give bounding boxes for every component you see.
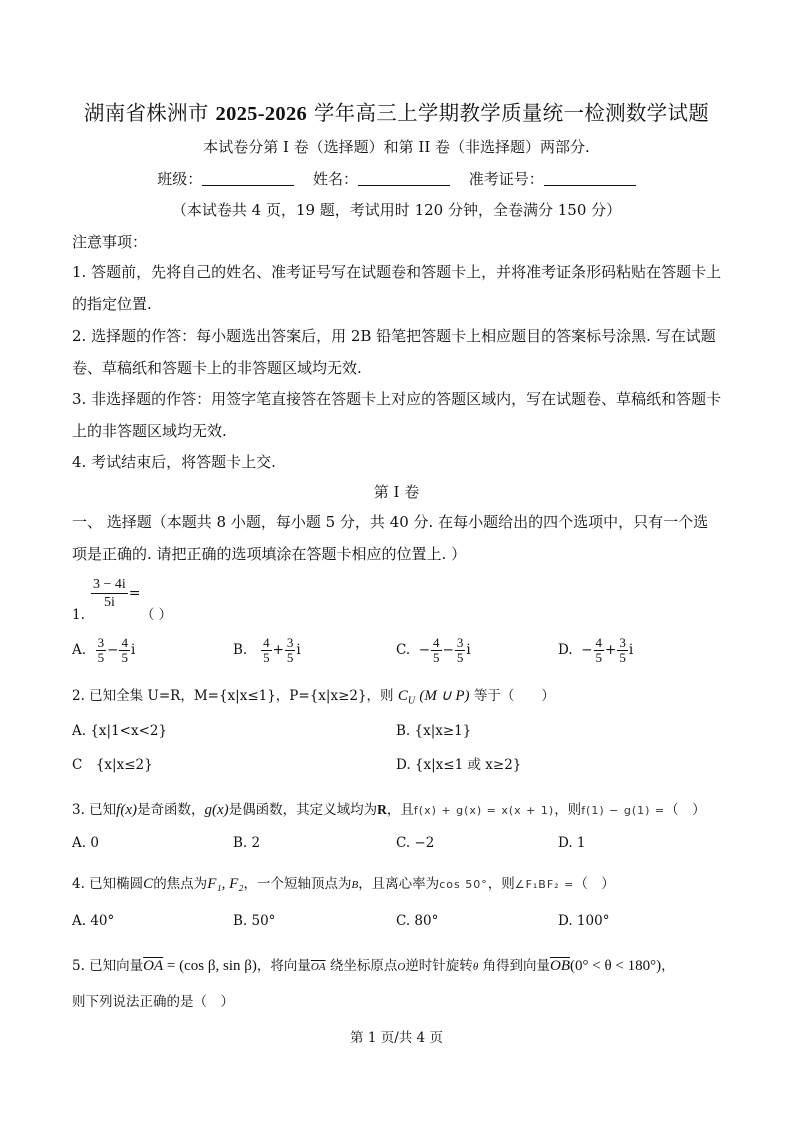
frac-den: 5 <box>456 650 464 665</box>
exam-intro: 本试卷分第 I 卷（选择题）和第 II 卷（非选择题）两部分. <box>203 138 590 156</box>
q4-pre: 4. 已知椭圆 <box>72 876 144 892</box>
frac-num: 3 <box>456 635 464 650</box>
q3-mid3: ，且 <box>386 802 414 818</box>
frac-den: 5 <box>433 650 440 665</box>
exam-no-label: 准考证号： <box>468 170 544 188</box>
q5-mid1: ，将向量 <box>256 958 311 974</box>
q4-answer-paren: （ ） <box>574 876 615 892</box>
option-letter: C. <box>396 642 411 658</box>
q2-stem <box>72 684 555 707</box>
q4-ask: ∠F₁BF₂ = <box>514 878 575 891</box>
q5-vector-ob: $\overline{OB}$ <box>550 958 571 974</box>
q3-pre: 3. 已知 <box>72 802 117 818</box>
q3-reals: R <box>377 802 387 817</box>
q3-option-a[interactable]: A. 0 <box>72 835 99 851</box>
frac-num: 4 <box>595 635 603 650</box>
frac-num: 4 <box>433 635 440 650</box>
imag-unit: i <box>466 642 471 658</box>
title-text-pre: 湖南省株洲市 <box>83 101 216 125</box>
q2-option-a[interactable]: A. {x|1<x<2} <box>72 723 168 739</box>
q4-mid3: ，且离心率为 <box>358 876 440 892</box>
name-blank[interactable] <box>358 171 450 186</box>
frac-den: 5 <box>121 650 128 665</box>
frac-den: 5 <box>97 650 105 665</box>
q5-origin: O <box>397 961 406 973</box>
q5-mid3: 逆时针旋转 <box>405 958 473 974</box>
imag-unit: i <box>130 642 136 658</box>
q4-stem <box>72 872 615 893</box>
q3-mid4: ，则 <box>554 802 582 818</box>
q2-option-d[interactable]: D. {x|x≤1 或 x≥2} <box>396 757 522 773</box>
student-info-row <box>0 168 793 189</box>
q2-complement: C <box>397 688 408 704</box>
frac-den: 5 <box>619 650 626 665</box>
frac-num: 4 <box>263 635 270 650</box>
q4-mid1: 的焦点为 <box>153 876 208 892</box>
class-blank[interactable] <box>202 171 294 186</box>
q2-option-b[interactable]: B. {x|x≥1} <box>396 723 472 739</box>
operator: − <box>107 642 119 658</box>
frac-den: 5 <box>286 650 294 665</box>
frac-den: 5 <box>263 650 270 665</box>
q3-option-c[interactable]: C. −2 <box>396 835 435 851</box>
q3-option-d[interactable]: D. 1 <box>558 835 586 851</box>
operator: + <box>272 642 284 658</box>
q1-option-b[interactable] <box>233 636 301 665</box>
page-footer: 第 1 页/共 4 页 <box>350 1030 443 1046</box>
q5-vector-oa-2: $\overline{OA}$ <box>310 961 326 973</box>
q1-numerator: 3 − 4i <box>93 577 126 592</box>
frac-num: 3 <box>286 635 294 650</box>
q1-number: 1. <box>72 607 85 623</box>
title-year: 2025-2026 <box>215 103 308 125</box>
title-text-post: 学年高三上学期教学质量统一检测数学试题 <box>307 101 710 125</box>
notice-item-3: 3. 非选择题的作答：用签字笔直接答在答题卡上对应的答题区域内，写在试题卷、草稿纸和答题卡上的非答题区域均无效. <box>72 390 722 440</box>
page-title <box>0 96 793 126</box>
q4-option-c[interactable]: C. 80° <box>396 913 439 929</box>
option-letter: A. <box>72 642 87 658</box>
exam-no-blank[interactable] <box>544 171 636 186</box>
q4-option-d[interactable]: D. 100° <box>558 913 610 929</box>
q1-option-a[interactable] <box>72 636 135 665</box>
frac-den: 5 <box>595 650 603 665</box>
q3-equation: f(x) + g(x) = x(x + 1) <box>413 804 555 817</box>
q4-ellipse: C <box>143 876 154 892</box>
q5-stem <box>72 954 675 975</box>
sign: − <box>581 642 593 658</box>
q5-mid4: 角得到向量 <box>482 958 551 974</box>
part-intro: 一、 选择题（本题共 8 小题，每小题 5 分，共 40 分. 在每小题给出的四个选项中，只有一个选项是正确的. 请把正确的选项填涂在答题卡相应的位置上. ） <box>72 513 709 563</box>
option-letter: B. <box>233 642 248 658</box>
notice-item-2: 2. 选择题的作答：每小题选出答案后，用 2B 铅笔把答题卡上相应题目的答案标号涂黑. 写在试题卷、草稿纸和答题卡上的非答题区域均无效. <box>72 327 716 377</box>
imag-unit: i <box>296 642 301 658</box>
q1-option-d[interactable] <box>558 636 633 665</box>
q2-option-c[interactable]: C {x|x≤2} <box>72 757 153 773</box>
frac-num: 3 <box>619 635 626 650</box>
q3-ask: f(1) − g(1) = <box>581 804 666 817</box>
q3-f: f(x) <box>116 802 137 818</box>
notice-heading: 注意事项： <box>72 233 148 251</box>
q4-foci: F₁, F₂ <box>207 876 244 892</box>
q5-pre: 5. 已知向量 <box>72 958 144 974</box>
q5-oa-value: = (cos β, sin β) <box>163 958 257 974</box>
q3-g: g(x) <box>204 802 229 818</box>
section-heading: 第 I 卷 <box>373 483 420 501</box>
q5-range: (0° < θ < 180°) <box>570 958 662 974</box>
q2-text: 2. 已知全集 U=R，M={x|x≤1}，P={x|x≥2}，则 <box>72 688 394 704</box>
q1-denominator: 5i <box>103 595 115 610</box>
imag-unit: i <box>628 642 634 658</box>
sign: − <box>418 642 431 658</box>
q4-eccentricity: cos 50° <box>439 878 488 891</box>
exam-note: （本试卷共 4 页，19 题，考试用时 120 分钟，全卷满分 150 分） <box>171 201 622 219</box>
q3-option-b[interactable]: B. 2 <box>233 835 261 851</box>
class-label: 班级： <box>157 170 203 188</box>
q4-mid4: ，则 <box>487 876 515 892</box>
q4-option-a[interactable]: A. 40° <box>72 913 115 929</box>
q2-subscript: U <box>407 695 416 707</box>
q5-end: ， <box>661 958 675 974</box>
q1-equals: = <box>128 585 141 602</box>
operator: − <box>442 642 454 658</box>
q5-line2: 则下列说法正确的是（ ） <box>72 994 234 1010</box>
notice-item-1: 1. 答题前，先将自己的姓名、准考证号写在试题卷和答题卡上，并将准考证条形码粘贴在答题卡上的指定位置. <box>72 263 722 313</box>
q4-vertex: B <box>351 879 359 891</box>
notice-item-4: 4. 考试结束后，将答题卡上交. <box>72 453 276 471</box>
q3-mid1: 是奇函数， <box>137 802 205 818</box>
q1-option-c[interactable] <box>396 636 471 665</box>
q5-mid2: 绕坐标原点 <box>329 958 398 974</box>
name-label: 姓名： <box>312 170 358 188</box>
operator: + <box>605 642 617 658</box>
q3-mid2: 是偶函数，其定义域均为 <box>228 802 378 818</box>
q3-answer-paren: （ ） <box>665 802 706 818</box>
q4-mid2: ，一个短轴顶点为 <box>243 876 352 892</box>
q4-option-b[interactable]: B. 50° <box>233 913 276 929</box>
q1-stem <box>72 603 172 623</box>
option-letter: D. <box>558 642 573 658</box>
q5-vector-oa: $\overline{OA}$ <box>143 958 164 974</box>
q2-union: (M ∪ P) <box>419 688 470 704</box>
frac-num: 3 <box>97 635 105 650</box>
q2-tail: 等于（ ） <box>473 688 555 704</box>
q5-theta: θ <box>472 961 479 973</box>
q1-answer-paren: （ ） <box>140 607 173 623</box>
frac-num: 4 <box>121 635 128 650</box>
q3-stem <box>72 798 706 819</box>
